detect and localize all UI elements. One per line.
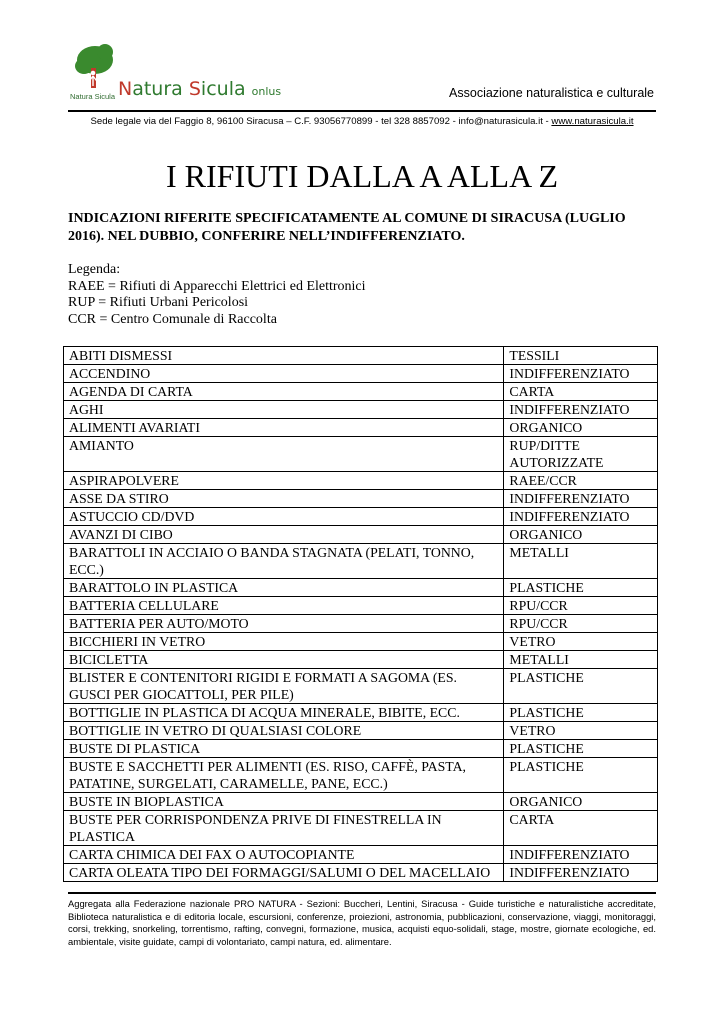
- table-row: [64, 383, 658, 401]
- page-title: I RIFIUTI DALLA A ALLA Z: [166, 158, 558, 194]
- legal-address: Sede legale via del Faggio 8, 96100 Siracusa – C.F. 93056770899 - tel 328 8857092 - info@naturasicula.it - www.naturasicula.it: [90, 116, 634, 127]
- waste-item: AVANZI DI CIBO: [64, 526, 504, 544]
- waste-item: BOTTIGLIE IN PLASTICA DI ACQUA MINERALE, BIBITE, ECC.: [64, 704, 504, 722]
- waste-category: ORGANICO: [504, 793, 658, 811]
- intro-note: INDICAZIONI RIFERITE SPECIFICATAMENTE AL COMUNE DI SIRACUSA (LUGLIO 2016). NEL DUBBIO, CONFERIRE NELL’INDIFFERENZIATO.: [68, 211, 626, 244]
- waste-item: BUSTE IN BIOPLASTICA: [64, 793, 504, 811]
- table-row: [64, 722, 658, 740]
- table-row: [64, 669, 658, 704]
- table-row: [64, 401, 658, 419]
- table-row: [64, 597, 658, 615]
- table-row: [64, 793, 658, 811]
- tree-logo-icon: [68, 40, 118, 100]
- table-row: [64, 472, 658, 490]
- waste-item: BARATTOLO IN PLASTICA: [64, 579, 504, 597]
- legend-item: RAEE = Rifiuti di Apparecchi Elettrici ed Elettronici: [68, 278, 366, 294]
- waste-item: ASPIRAPOLVERE: [64, 472, 504, 490]
- table-row: [64, 579, 658, 597]
- table-row: [64, 419, 658, 437]
- waste-category: METALLI: [504, 544, 658, 579]
- waste-item: BUSTE DI PLASTICA: [64, 740, 504, 758]
- waste-category: PLASTICHE: [504, 740, 658, 758]
- legend-title: Legenda:: [68, 262, 121, 277]
- table-row: [64, 615, 658, 633]
- waste-category: PLASTICHE: [504, 704, 658, 722]
- waste-category: INDIFFERENZIATO: [504, 508, 658, 526]
- waste-category: RAEE/CCR: [504, 472, 658, 490]
- waste-category: RPU/CCR: [504, 615, 658, 633]
- waste-category: PLASTICHE: [504, 579, 658, 597]
- table-row: [64, 490, 658, 508]
- waste-item: ASSE DA STIRO: [64, 490, 504, 508]
- waste-category: INDIFFERENZIATO: [504, 846, 658, 864]
- table-row: [64, 365, 658, 383]
- waste-category: PLASTICHE: [504, 758, 658, 793]
- waste-category: TESSILI: [504, 347, 658, 365]
- waste-category: CARTA: [504, 811, 658, 846]
- waste-item: BUSTE PER CORRISPONDENZA PRIVE DI FINESTRELLA IN PLASTICA: [64, 811, 504, 846]
- waste-item: BLISTER E CONTENITORI RIGIDI E FORMATI A SAGOMA (ES. GUSCI PER GIOCATTOLI, PER PILE): [64, 669, 504, 704]
- waste-item: BICICLETTA: [64, 651, 504, 669]
- waste-item: CARTA OLEATA TIPO DEI FORMAGGI/SALUMI O DEL MACELLAIO: [64, 864, 504, 882]
- waste-category: INDIFFERENZIATO: [504, 864, 658, 882]
- waste-item: BUSTE E SACCHETTI PER ALIMENTI (ES. RISO, CAFFÈ, PASTA, PATATINE, SURGELATI, CARAMELLE, PANE, ECC.): [64, 758, 504, 793]
- letterhead: [68, 40, 656, 104]
- legend-item: RUP = Rifiuti Urbani Pericolosi: [68, 295, 249, 310]
- waste-category: ORGANICO: [504, 526, 658, 544]
- tagline: Associazione naturalistica e culturale: [449, 86, 654, 100]
- table-row: [64, 704, 658, 722]
- waste-item: BARATTOLI IN ACCIAIO O BANDA STAGNATA (PELATI, TONNO, ECC.): [64, 544, 504, 579]
- waste-item: ABITI DISMESSI: [64, 347, 504, 365]
- waste-item: ALIMENTI AVARIATI: [64, 419, 504, 437]
- table-row: [64, 347, 658, 365]
- waste-item: ACCENDINO: [64, 365, 504, 383]
- footer-text: Aggregata alla Federazione nazionale PRO NATURA - Sezioni: Buccheri, Lentini, Siracusa - Guide turistiche e naturalistiche accreditate, Biblioteca naturalistica e di editoria locale, escursioni, conferenze, proiezioni, astronomia, pubblicazioni, conservazione, viaggi, monitoraggi, corsi, trekking, snorkeling, torrentismo, rafting, convegni, formazione, musica, acquisti equo-solidali, stage, mostre, giornate ecologiche, ed. ambientale, visite guidate, campi di volontariato, campi natura, ed. alimentare.: [68, 898, 656, 947]
- waste-category: VETRO: [504, 722, 658, 740]
- website-link[interactable]: www.naturasicula.it: [551, 116, 634, 127]
- footer-divider: [68, 892, 656, 894]
- waste-category: RUP/DITTE AUTORIZZATE: [504, 437, 658, 472]
- waste-category: PLASTICHE: [504, 669, 658, 704]
- waste-category: CARTA: [504, 383, 658, 401]
- table-row: [64, 633, 658, 651]
- waste-item: BATTERIA CELLULARE: [64, 597, 504, 615]
- table-row: [64, 811, 658, 846]
- table-row: [64, 437, 658, 472]
- waste-item: ASTUCCIO CD/DVD: [64, 508, 504, 526]
- legend: [68, 262, 366, 328]
- waste-item: BATTERIA PER AUTO/MOTO: [64, 615, 504, 633]
- waste-category: RPU/CCR: [504, 597, 658, 615]
- logo-small-text: Natura Sicula: [70, 92, 116, 101]
- waste-item: AGHI: [64, 401, 504, 419]
- waste-item: AGENDA DI CARTA: [64, 383, 504, 401]
- table-row: [64, 526, 658, 544]
- table-row: [64, 740, 658, 758]
- header-divider: [68, 110, 656, 112]
- table-row: [64, 544, 658, 579]
- table-row: [64, 508, 658, 526]
- waste-item: AMIANTO: [64, 437, 504, 472]
- waste-table: [63, 346, 658, 882]
- waste-category: INDIFFERENZIATO: [504, 401, 658, 419]
- organization-name: Natura Sicula onlus: [118, 78, 282, 100]
- waste-category: METALLI: [504, 651, 658, 669]
- waste-item: CARTA CHIMICA DEI FAX O AUTOCOPIANTE: [64, 846, 504, 864]
- legend-item: CCR = Centro Comunale di Raccolta: [68, 311, 277, 327]
- waste-category: INDIFFERENZIATO: [504, 490, 658, 508]
- table-row: [64, 846, 658, 864]
- waste-category: VETRO: [504, 633, 658, 651]
- table-row: [64, 758, 658, 793]
- table-row: [64, 651, 658, 669]
- waste-item: BICCHIERI IN VETRO: [64, 633, 504, 651]
- waste-item: BOTTIGLIE IN VETRO DI QUALSIASI COLORE: [64, 722, 504, 740]
- waste-category: INDIFFERENZIATO: [504, 365, 658, 383]
- waste-category: ORGANICO: [504, 419, 658, 437]
- table-row: [64, 864, 658, 882]
